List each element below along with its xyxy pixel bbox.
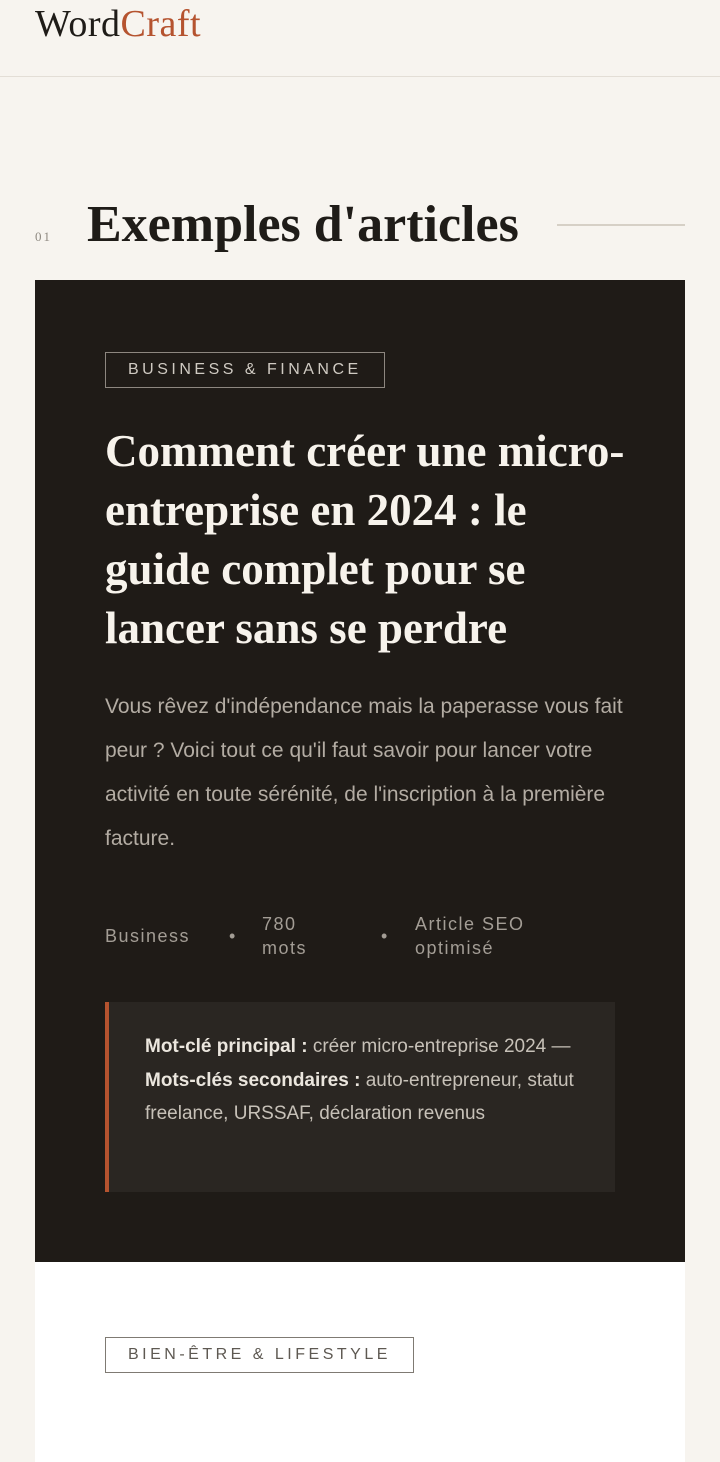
keywords-box bbox=[105, 1002, 615, 1192]
category-tag[interactable]: BIEN-ÊTRE & LIFESTYLE bbox=[105, 1337, 414, 1373]
site-logo[interactable] bbox=[35, 2, 201, 46]
keyword-dash: — bbox=[551, 1036, 571, 1057]
meta-dot-icon: • bbox=[381, 926, 389, 946]
category-tag[interactable]: BUSINESS & FINANCE bbox=[105, 352, 385, 388]
secondary-keywords-label: Mots-clés secondaires : bbox=[145, 1069, 361, 1091]
meta-dot-icon: • bbox=[229, 926, 237, 946]
primary-keyword-label: Mot-clé principal : bbox=[145, 1036, 308, 1057]
article-description: Vous rêvez d'indépendance mais la paperasse vous fait peur ? Voici tout ce qu'il faut savoir pour lancer votre activité en toute sérénité, de l'inscription à la première facture. bbox=[105, 695, 623, 850]
meta-category: Business bbox=[105, 926, 191, 946]
section-header bbox=[0, 77, 720, 277]
section-divider bbox=[557, 224, 685, 226]
logo-word: Word bbox=[35, 3, 121, 45]
article-meta bbox=[105, 910, 625, 962]
logo-craft: Craft bbox=[120, 3, 202, 45]
article-card-business[interactable] bbox=[35, 280, 685, 1262]
article-title: Comment créer une micro-entreprise en 2024 : le guide complet pour se lancer sans se perdre bbox=[105, 426, 625, 653]
meta-article-type: Article SEO optimisé bbox=[415, 914, 525, 958]
meta-word-count: 780 mots bbox=[262, 914, 308, 958]
secondary-keywords-value: auto-entrepreneur, statut freelance, URSSAF, déclaration revenus bbox=[145, 1069, 574, 1124]
article-card-lifestyle[interactable] bbox=[35, 1262, 685, 1462]
section-title: Exemples d'articles bbox=[87, 196, 519, 253]
site-header bbox=[0, 0, 720, 77]
primary-keyword-value: créer micro-entreprise 2024 bbox=[312, 1036, 547, 1057]
section-number: 01 bbox=[35, 229, 52, 244]
